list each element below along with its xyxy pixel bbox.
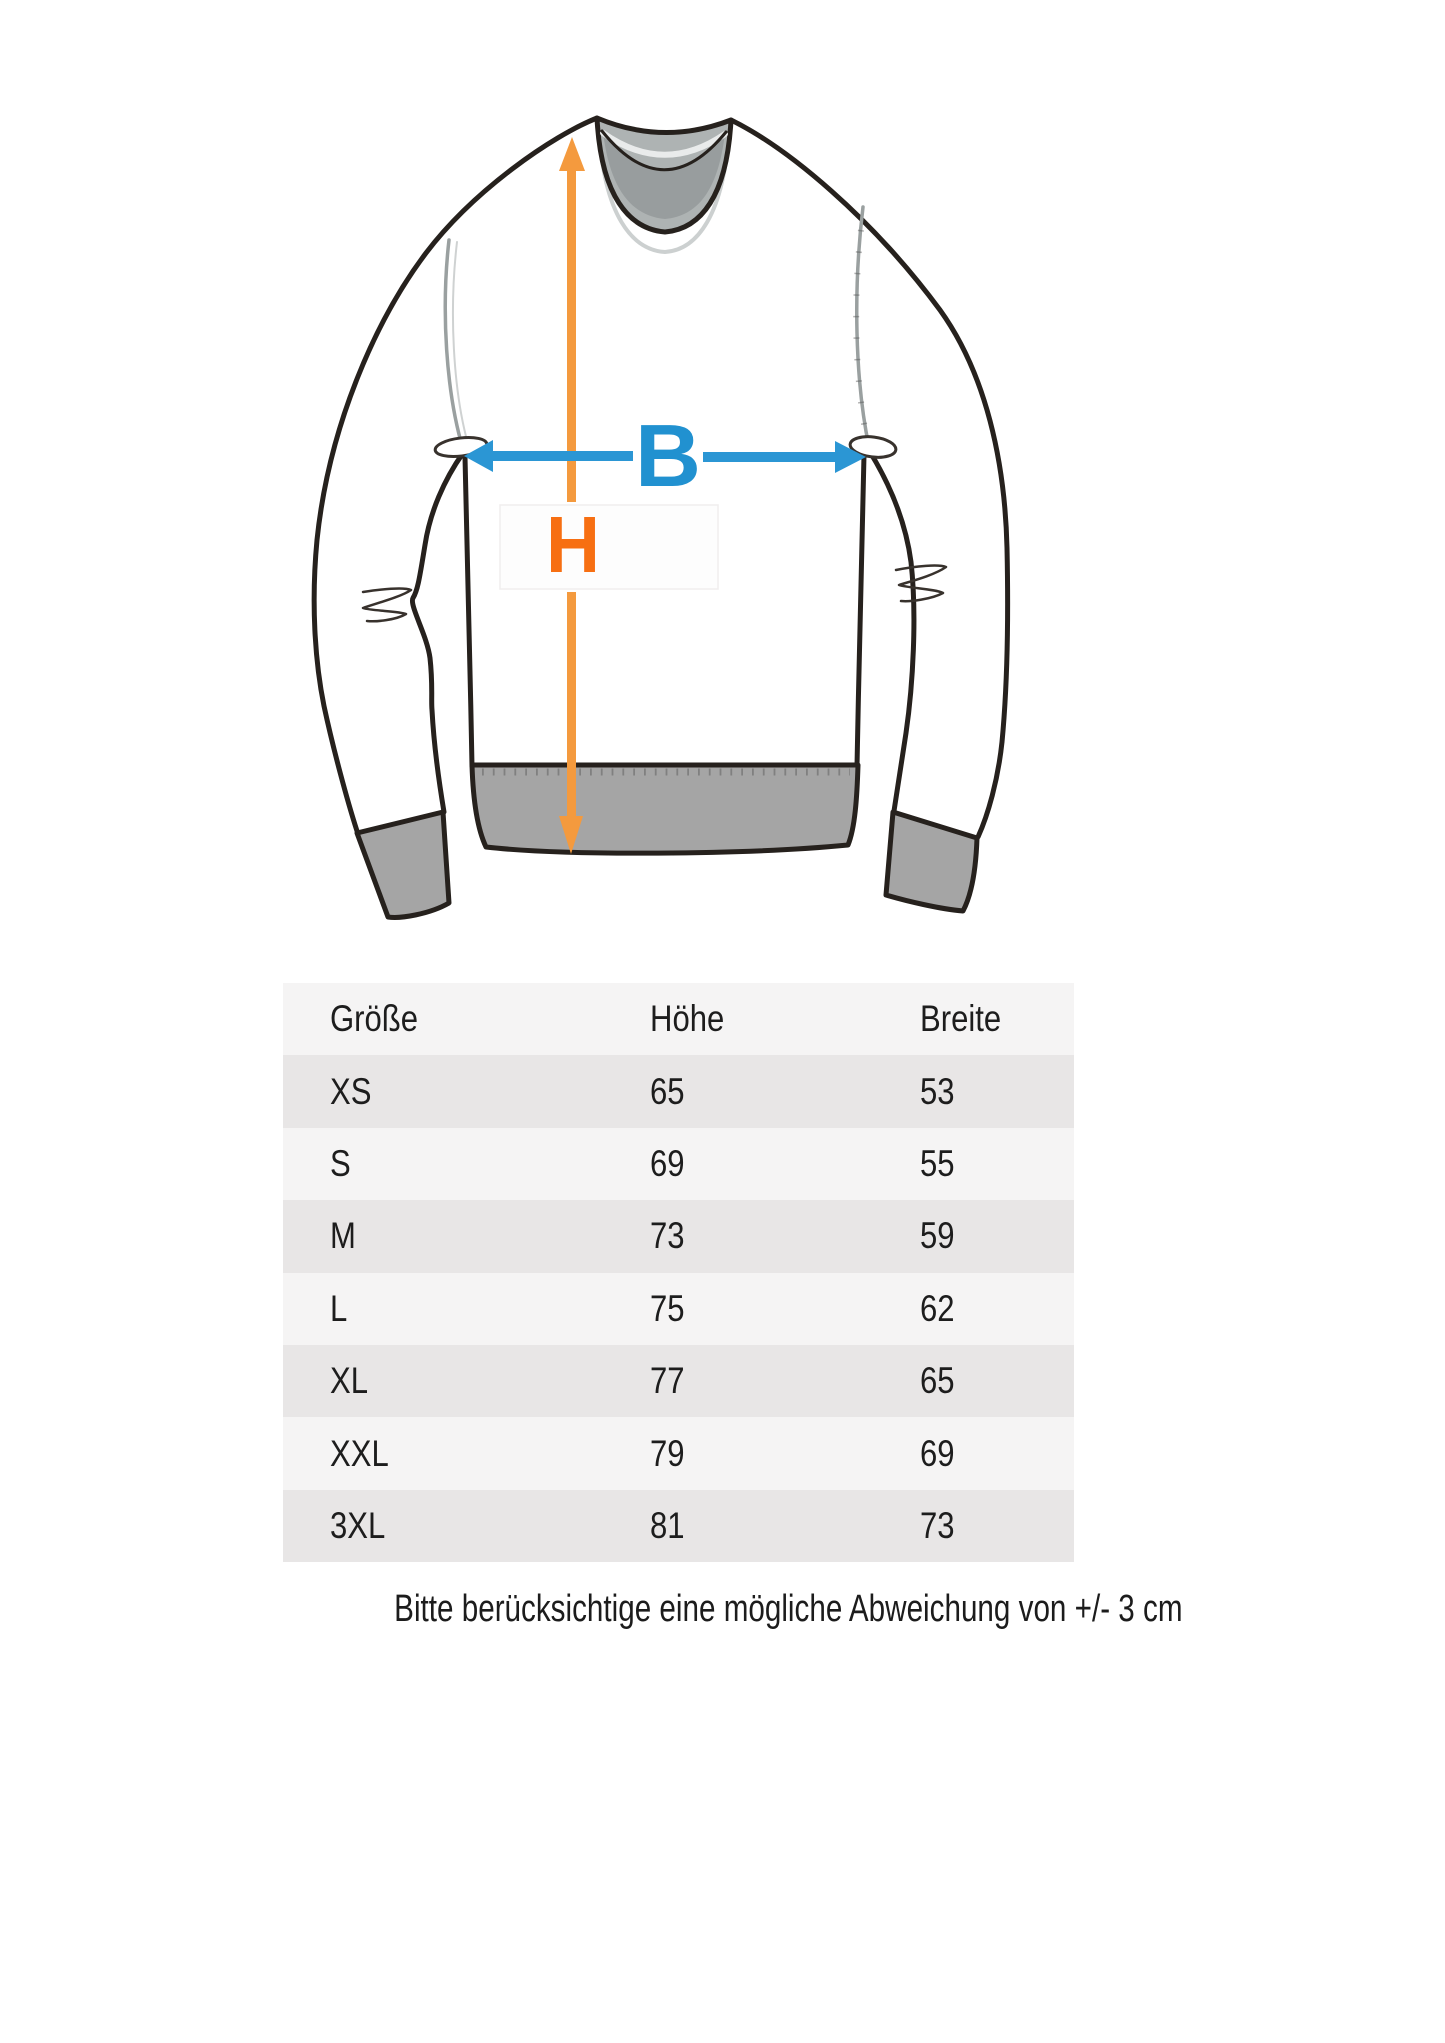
table-row — [283, 1200, 1074, 1272]
sweatshirt-drawing — [280, 85, 1090, 945]
cell-size: XXL — [330, 1432, 389, 1474]
width-arrow-left-line — [489, 451, 633, 461]
table-row — [283, 1345, 1074, 1417]
cell-breite: 59 — [920, 1215, 955, 1257]
table-row — [283, 1417, 1074, 1489]
width-label: B — [635, 406, 701, 505]
left-sleeve-inner-edge — [412, 453, 463, 812]
size-table-body — [283, 1055, 1074, 1562]
left-cuff — [357, 812, 449, 917]
right-sleeve-outline — [731, 120, 1008, 837]
table-row — [283, 1055, 1074, 1127]
cell-hoehe: 69 — [650, 1142, 685, 1184]
cell-size: XS — [330, 1070, 372, 1112]
tolerance-note-text: Bitte berücksichtige eine mögliche Abweichung von +/- 3 cm — [394, 1588, 1183, 1630]
cell-breite: 65 — [920, 1360, 955, 1402]
cell-size: M — [330, 1215, 356, 1257]
cell-breite: 53 — [920, 1070, 955, 1112]
cell-hoehe: 77 — [650, 1360, 685, 1402]
cell-breite: 73 — [920, 1504, 955, 1546]
header-hoehe: Höhe — [650, 998, 725, 1040]
waistband — [472, 765, 858, 853]
height-label-backdrop — [500, 505, 718, 589]
cell-breite: 62 — [920, 1287, 955, 1329]
cell-breite: 69 — [920, 1432, 955, 1474]
header-groesse: Größe — [330, 998, 419, 1040]
right-elbow-wrinkles — [896, 566, 946, 602]
cell-hoehe: 81 — [650, 1504, 685, 1546]
tolerance-note — [283, 1588, 1183, 1631]
table-row — [283, 1128, 1074, 1200]
body-right-seam — [857, 455, 864, 766]
height-label: H — [546, 500, 600, 589]
cell-size: S — [330, 1142, 351, 1184]
right-cuff — [886, 812, 977, 911]
left-sleeve-outline — [314, 118, 597, 831]
header-breite: Breite — [920, 998, 1002, 1040]
cell-size: XL — [330, 1360, 369, 1402]
table-row — [283, 1490, 1074, 1562]
cell-hoehe: 79 — [650, 1432, 685, 1474]
cell-breite: 55 — [920, 1142, 955, 1184]
left-elbow-wrinkles — [363, 589, 411, 622]
sweatshirt-measurement-diagram — [280, 85, 1090, 945]
cell-hoehe: 75 — [650, 1287, 685, 1329]
height-arrow-top-head — [559, 137, 585, 171]
width-arrow-right-line — [703, 452, 837, 462]
right-armhole-seam — [857, 207, 869, 447]
table-row — [283, 1273, 1074, 1345]
size-table — [283, 983, 1074, 1562]
cell-size: L — [330, 1287, 348, 1329]
cell-size: 3XL — [330, 1504, 386, 1546]
cell-hoehe: 73 — [650, 1215, 685, 1257]
right-sleeve-inner-edge — [870, 452, 914, 811]
cell-hoehe: 65 — [650, 1070, 685, 1112]
height-arrow-lower-line — [567, 592, 576, 816]
body-left-seam — [465, 457, 472, 766]
table-header-row — [283, 983, 1074, 1055]
